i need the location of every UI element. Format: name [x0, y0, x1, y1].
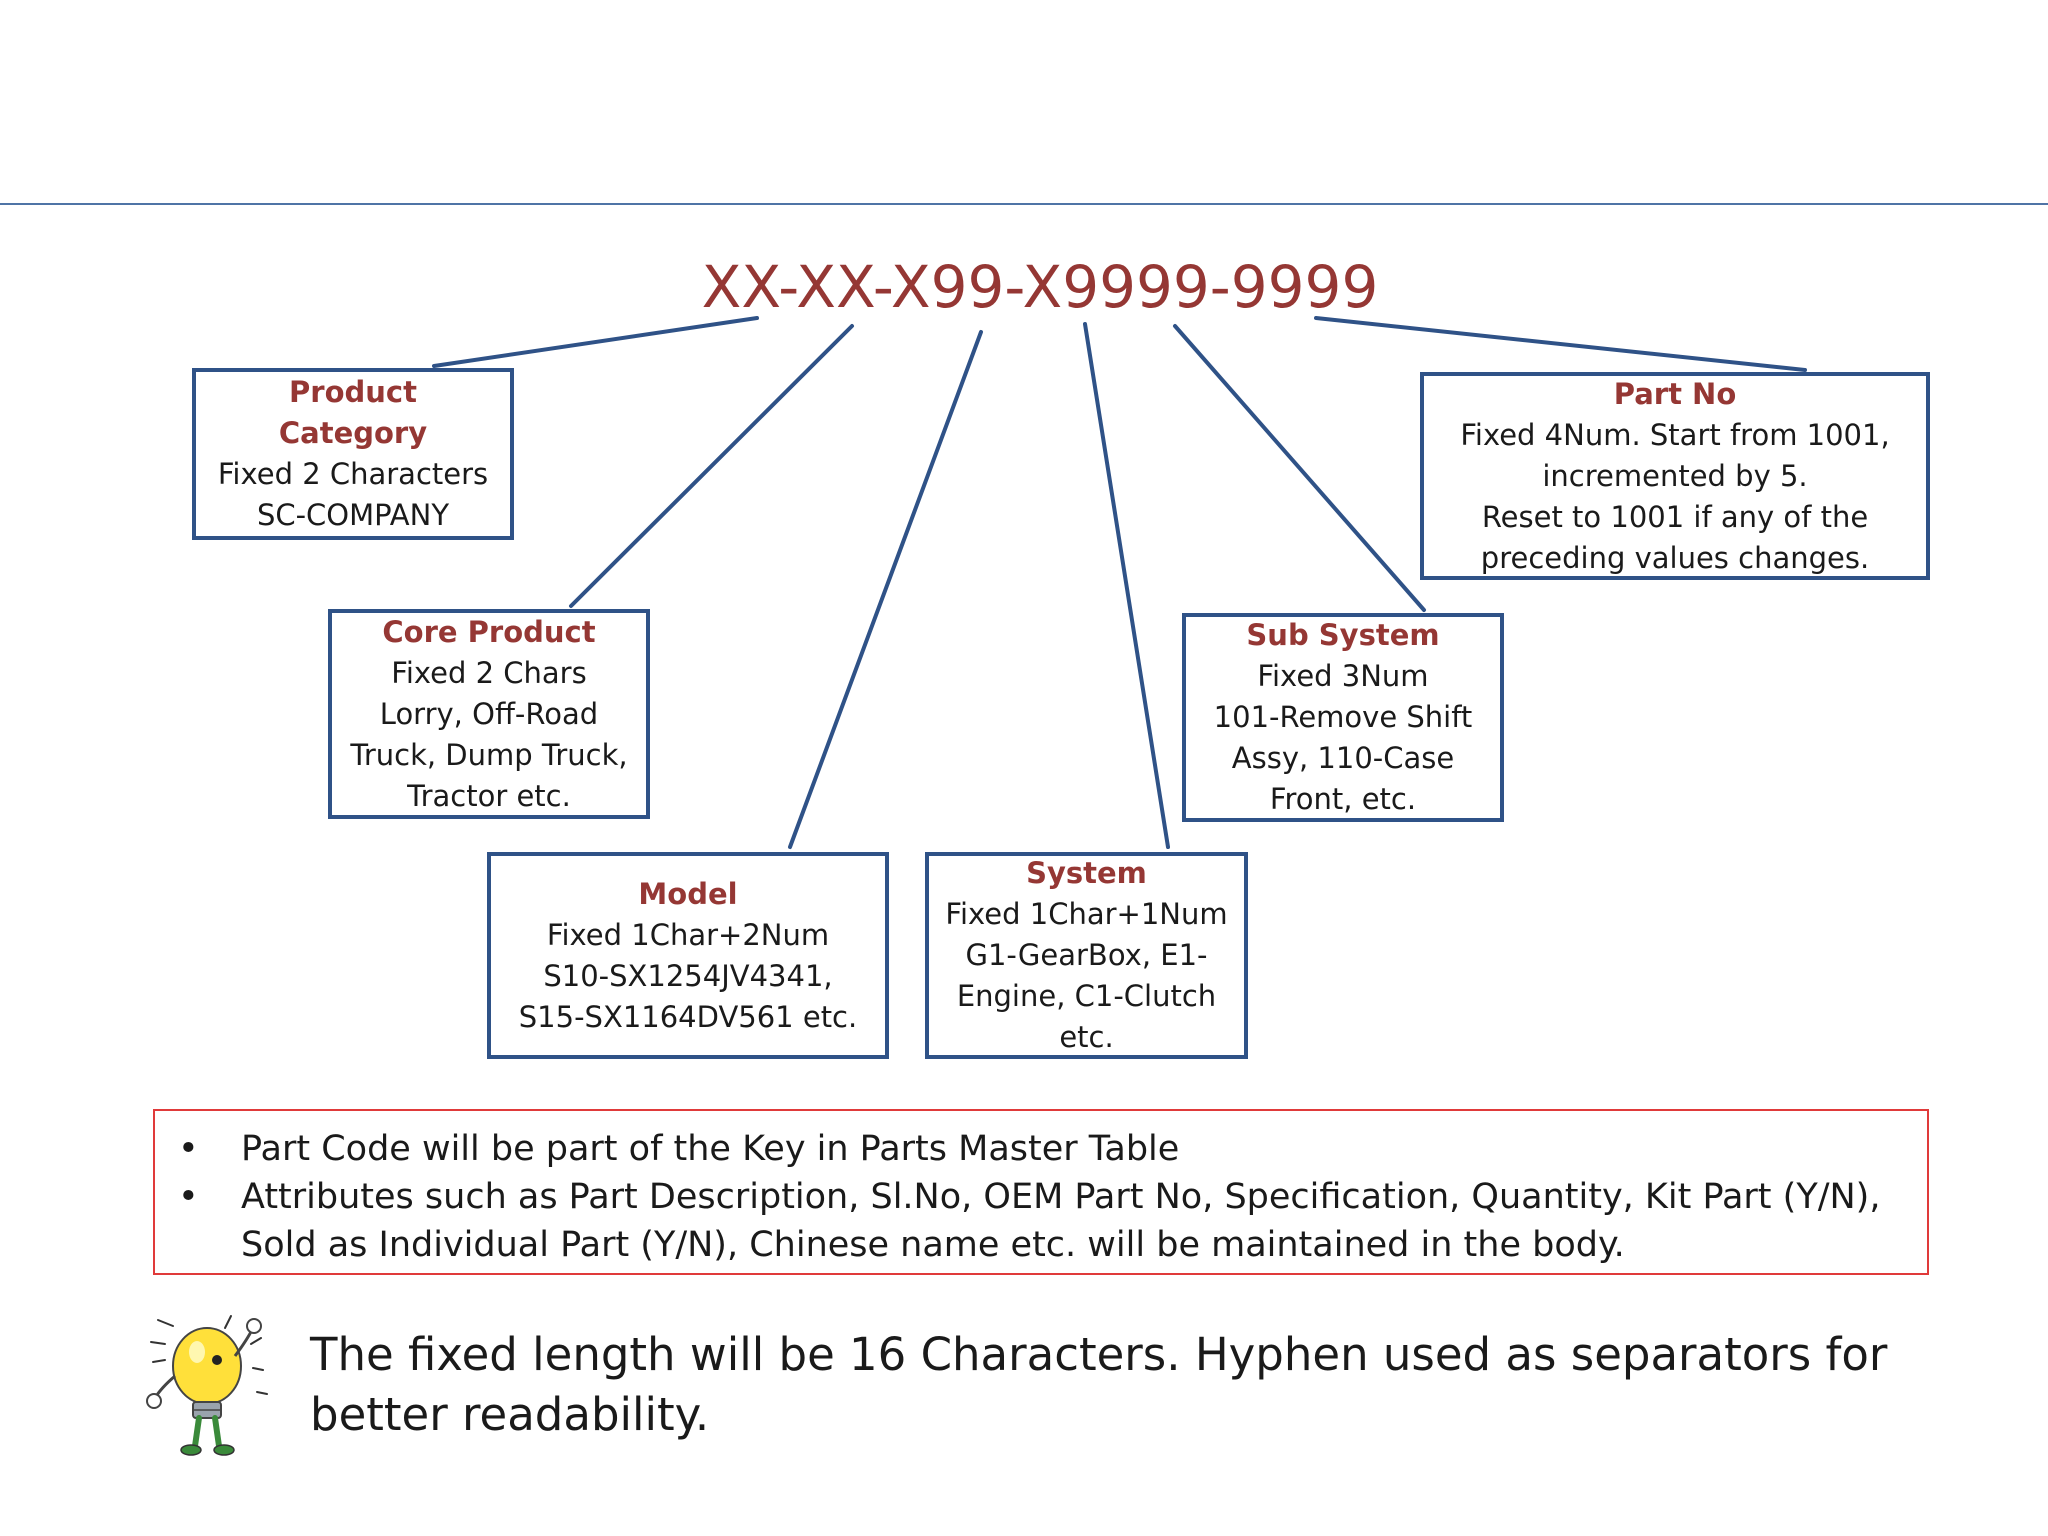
segment-body-system: Fixed 1Char+1Num G1-GearBox, E1- Engine, C1-Clutch etc. [945, 897, 1228, 1054]
segment-box-model [487, 852, 889, 1059]
segment-title-product-category: Product Category [278, 375, 428, 450]
segment-title-core-product: Core Product [382, 614, 596, 649]
segment-body-model: Fixed 1Char+2Num S10-SX1254JV4341, S15-SX1164DV561 etc. [518, 917, 858, 1034]
segment-box-core-product [328, 609, 650, 819]
bullet-icon: • [178, 1129, 199, 1169]
lightbulb-mascot-icon [143, 1310, 283, 1460]
connector-part-no [1316, 318, 1805, 370]
bullet-icon: • [178, 1177, 199, 1217]
connector-product-category [434, 318, 757, 366]
part-code-format: XX-XX-X99-X9999-9999 [701, 253, 1379, 321]
connector-system [1085, 324, 1168, 847]
note-text: Part Code will be part of the Key in Parts Master Table [241, 1129, 1180, 1169]
segment-body-core-product: Fixed 2 Chars Lorry, Off-Road Truck, Dump Truck, Tractor etc. [350, 655, 628, 813]
connector-sub-system [1175, 326, 1424, 610]
connector-model [790, 332, 981, 847]
notes-list [155, 1125, 1897, 1269]
segment-title-part-no: Part No [1613, 376, 1737, 411]
segment-title-system: System [1026, 856, 1147, 890]
note-text: Attributes such as Part Description, Sl.No, OEM Part No, Specification, Quantity, Kit Part (Y/N), Sold as Individual Part (Y/N), Chinese name etc. will be maintained in the body. [241, 1177, 1881, 1265]
notes-box [153, 1109, 1929, 1275]
note-item [155, 1173, 1897, 1269]
segment-box-system [925, 852, 1248, 1059]
segment-body-product-category: Fixed 2 Characters SC-COMPANY [217, 457, 489, 532]
segment-body-sub-system: Fixed 3Num 101-Remove Shift Assy, 110-Case Front, etc. [1213, 659, 1473, 816]
connector-core-product [571, 326, 852, 606]
segment-title-model: Model [638, 876, 738, 911]
note-item [155, 1125, 1897, 1173]
segment-box-part-no [1420, 372, 1930, 580]
segment-body-part-no: Fixed 4Num. Start from 1001, incremented by 5. Reset to 1001 if any of the preceding values changes. [1460, 417, 1890, 575]
segment-box-sub-system [1182, 613, 1504, 822]
segment-title-sub-system: Sub System [1246, 618, 1440, 652]
segment-box-product-category [192, 368, 514, 540]
footer-note: The fixed length will be 16 Characters. Hyphen used as separators for better readability. [310, 1328, 1888, 1441]
